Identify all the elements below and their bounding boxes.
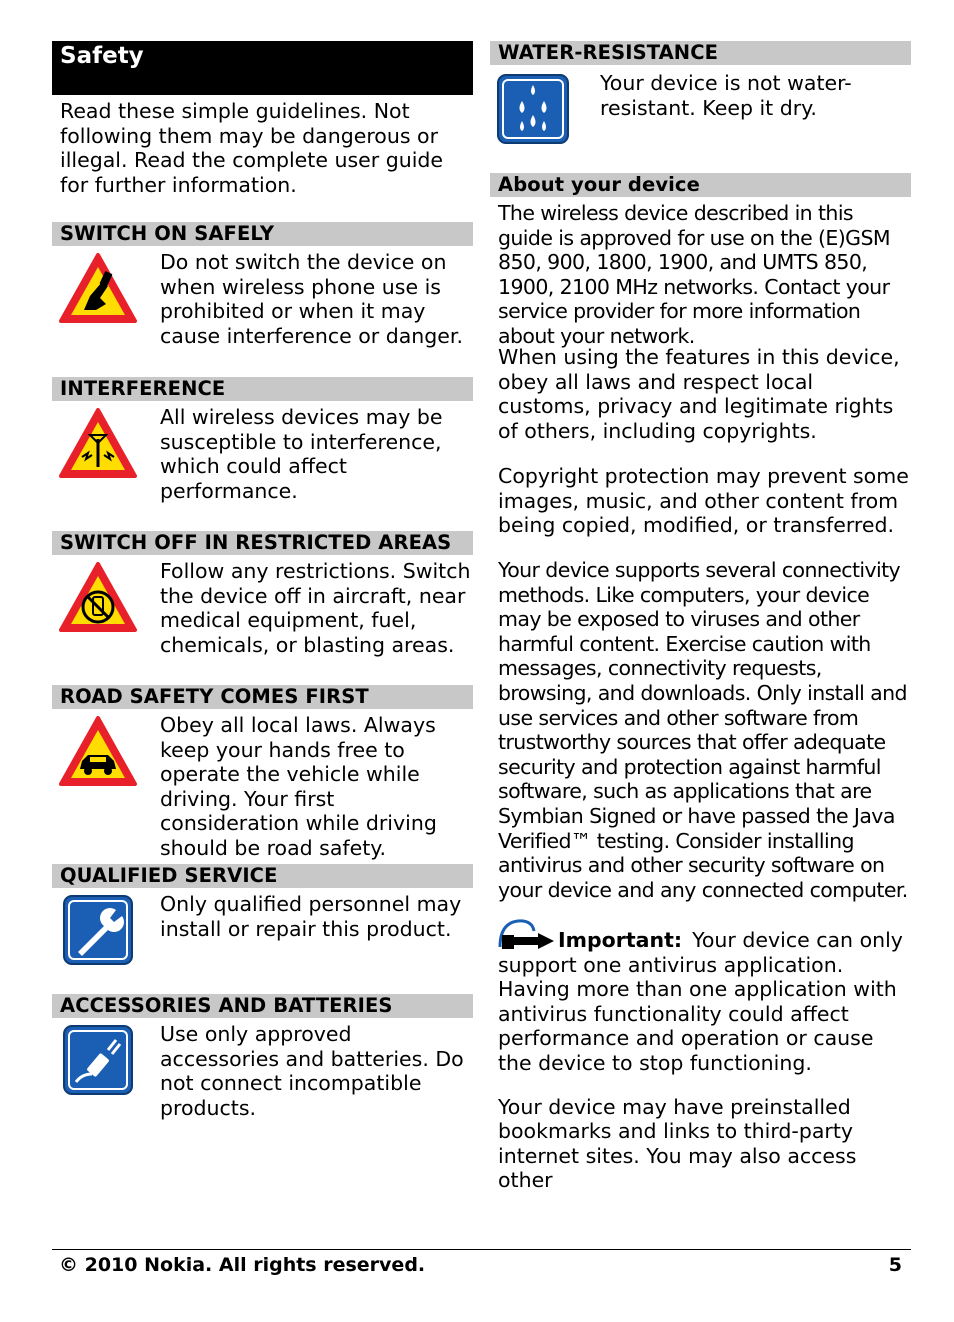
about-paragraph: The wireless device described in this guide is approved for use on the (E)GSM 850, 900, 1800, 1900, and UMTS 850, 1900, 2100 MHz networks. Contact your service provider for more information about your network. [498, 201, 890, 348]
section-about-device [490, 173, 911, 1193]
page-number: 5 [888, 1254, 902, 1276]
section-text: All wireless devices may be susceptible to interference, which could affect performance. [160, 405, 443, 503]
important-text: Your device can only support one antivirus application. Having more than one application with antivirus functionality could affect performance and operation or cause the device to stop functioning. [498, 928, 903, 1075]
section-text: Do not switch the device on when wireless phone use is prohibited or when it may cause interference or danger. [160, 250, 463, 348]
section-text: Only qualified personnel may install or repair this product. [160, 892, 462, 941]
section-heading: SWITCH OFF IN RESTRICTED AREAS [52, 531, 473, 555]
important-note [490, 917, 911, 1076]
right-column [490, 41, 911, 1193]
footer-copyright: © 2010 Nokia. All rights reserved. [59, 1254, 426, 1276]
section-heading: SWITCH ON SAFELY [52, 222, 473, 246]
section-road-safety [52, 685, 473, 864]
section-restricted-areas [52, 531, 473, 685]
section-heading: INTERFERENCE [52, 377, 473, 401]
hand-phone-warning-icon [58, 252, 142, 326]
about-paragraph: Copyright protection may prevent some images, music, and other content from being copied, modified, or transferred. [498, 464, 909, 538]
footer-divider [52, 1249, 911, 1250]
about-paragraph: When using the features in this device, obey all laws and respect local customs, privacy and legitimate rights of others, including copyrights. [498, 345, 900, 443]
section-text: Use only approved accessories and batteries. Do not connect incompatible products. [160, 1022, 464, 1120]
section-text: Your device is not water-resistant. Keep it dry. [600, 71, 852, 120]
wrench-icon [58, 894, 142, 968]
water-drops-icon [496, 73, 580, 147]
important-label: Important: [558, 928, 683, 952]
important-hand-icon [498, 917, 556, 951]
section-heading: ROAD SAFETY COMES FIRST [52, 685, 473, 709]
section-heading: WATER-RESISTANCE [490, 41, 911, 65]
about-paragraph: Your device may have preinstalled bookmarks and links to third-party internet sites. You may also access other [498, 1094, 857, 1193]
left-column [52, 41, 473, 1128]
section-heading: ACCESSORIES AND BATTERIES [52, 994, 473, 1018]
section-switch-on-safely [52, 222, 473, 377]
section-accessories-batteries [52, 994, 473, 1128]
section-heading: About your device [490, 173, 911, 197]
car-warning-icon [58, 715, 142, 789]
plug-icon [58, 1024, 142, 1098]
no-phone-warning-icon [58, 561, 142, 635]
section-water-resistance [490, 41, 911, 173]
section-qualified-service [52, 864, 473, 994]
section-text: Obey all local laws. Always keep your hands free to operate the vehicle while driving. Your first consideration while driving should be road safety. [160, 713, 437, 860]
page-title: Safety [52, 41, 473, 95]
intro-paragraph: Read these simple guidelines. Not following them may be dangerous or illegal. Read the complete user guide for further information. [60, 99, 444, 197]
section-heading: QUALIFIED SERVICE [52, 864, 473, 888]
section-interference [52, 377, 473, 531]
antenna-interference-warning-icon [58, 407, 142, 481]
section-text: Follow any restrictions. Switch the device off in aircraft, near medical equipment, fuel, chemicals, or blasting areas. [160, 559, 471, 657]
about-paragraph: Your device supports several connectivity methods. Like computers, your device may be exposed to viruses and other harmful content. Exercise caution with messages, connectivity requests, browsing, and downloads. Only install and use services and other software from trustworthy sources that offer adequate security and protection against harmful software, such as applications that are Symbian Signed or have passed the Java Verified™ testing. Consider installing antivirus and other security software on your device and any connected computer. [498, 558, 908, 902]
